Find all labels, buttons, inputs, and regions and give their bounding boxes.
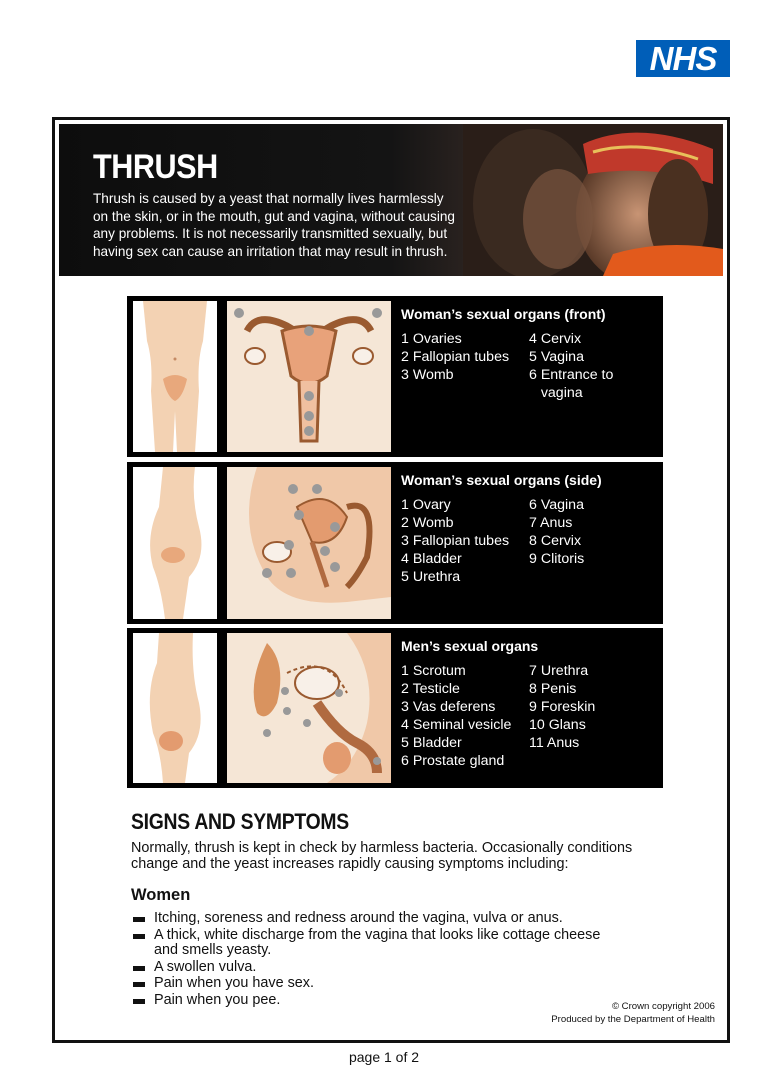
bullet-icon — [133, 934, 145, 939]
legend-item: 7 Anus — [529, 515, 573, 531]
legend-item: 3 Vas deferens — [401, 699, 496, 715]
legend-item: 5 Urethra — [401, 569, 461, 585]
symptom-list — [131, 911, 691, 1008]
female-organs-front-diagram — [227, 301, 391, 452]
legend-item: 1 Ovary — [401, 497, 451, 513]
legend-item: 3 Womb — [401, 367, 454, 383]
legend-item: 1 Scrotum — [401, 663, 466, 679]
panel-womens-organs-front — [127, 296, 663, 457]
legend-item: 2 Womb — [401, 515, 454, 531]
bullet-icon — [133, 999, 145, 1004]
legend-item: 8 Cervix — [529, 533, 582, 549]
legend-item: 4 Cervix — [529, 331, 582, 347]
legend-item: 4 Bladder — [401, 551, 462, 567]
legend-item: 2 Fallopian tubes — [401, 349, 510, 365]
legend-item: 6 Vagina — [529, 497, 584, 513]
legend-item: 6 Prostate gland — [401, 753, 505, 769]
hero-description: Thrush is caused by a yeast that normally lives harmlessly on the skin, or in the mouth, gut and vagina, without causing any problems. It is not necessarily transmitted sexually, but having sex can cause an irritation that may result in thrush. — [93, 191, 455, 259]
section-heading: SIGNS AND SYMPTOMS — [131, 809, 349, 834]
legend-item: 8 Penis — [529, 681, 577, 697]
list-item: Pain when you have sex. — [131, 976, 691, 992]
panel-legend — [401, 472, 661, 586]
list-item: A thick, white discharge from the vagina that looks like cottage cheese and smells yeasty. — [131, 928, 691, 959]
legend-item: 9 Clitoris — [529, 551, 585, 567]
panel-title: Woman’s sexual organs (front) — [401, 306, 606, 322]
copyright-notice: © Crown copyright 2006 Produced by the Department of Health — [551, 1001, 715, 1025]
legend-item: 7 Urethra — [529, 663, 589, 679]
legend-item: 10 Glans — [529, 717, 586, 733]
legend-item: 9 Foreskin — [529, 699, 596, 715]
nhs-logo: NHS — [636, 40, 730, 77]
panel-legend — [401, 306, 661, 402]
panel-legend — [401, 638, 661, 770]
page-title: THRUSH — [93, 148, 218, 186]
female-body-front-illustration — [133, 301, 217, 452]
panel-title: Men’s sexual organs — [401, 638, 539, 654]
list-item: A swollen vulva. — [131, 960, 691, 976]
legend-item: 2 Testicle — [401, 681, 460, 697]
subheading-women: Women — [131, 886, 191, 904]
legend-item: 3 Fallopian tubes — [401, 533, 510, 549]
legend-item: 1 Ovaries — [401, 331, 462, 347]
list-item: Pain when you pee. — [131, 993, 691, 1009]
bullet-icon — [133, 966, 145, 971]
leaflet-frame — [52, 117, 730, 1043]
panel-title: Woman’s sexual organs (side) — [401, 472, 602, 488]
bullet-icon — [133, 982, 145, 987]
legend-item: 6 Entrance to — [529, 367, 614, 383]
panel-womens-organs-side — [127, 462, 663, 624]
section-intro: Normally, thrush is kept in check by harmless bacteria. Occasionally conditions change and the yeast increases rapidly causing symptoms including: — [131, 840, 633, 872]
male-organs-diagram — [227, 633, 391, 783]
male-body-side-illustration — [133, 633, 217, 783]
bullet-icon — [133, 917, 145, 922]
panel-mens-organs — [127, 628, 663, 788]
page-number: page 1 of 2 — [348, 1049, 420, 1065]
list-item: Itching, soreness and redness around the vagina, vulva or anus. — [131, 911, 691, 927]
signs-and-symptoms-section — [131, 809, 691, 1009]
hero-banner — [59, 124, 723, 276]
female-organs-side-diagram — [227, 467, 391, 619]
legend-item: vagina — [529, 385, 583, 401]
legend-item: 5 Bladder — [401, 735, 462, 751]
legend-item: 11 Anus — [529, 735, 580, 751]
female-body-side-illustration — [133, 467, 217, 619]
legend-item: 5 Vagina — [529, 349, 584, 365]
legend-item: 4 Seminal vesicle — [401, 717, 512, 733]
